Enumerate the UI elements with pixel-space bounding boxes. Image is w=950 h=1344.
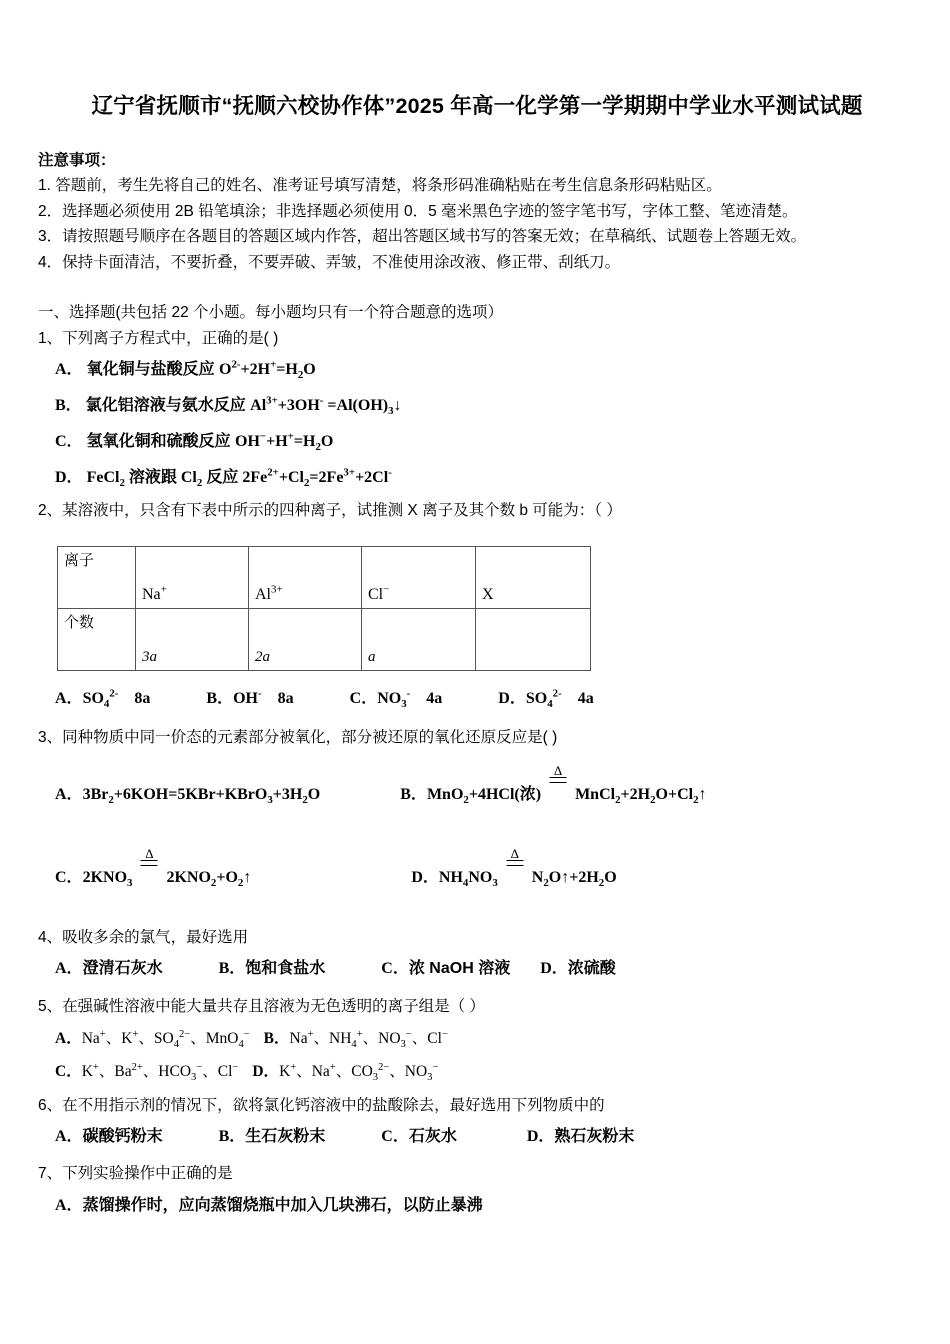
- option-label: A．: [55, 1197, 83, 1214]
- question-1-option-d[interactable]: [55, 465, 950, 491]
- option-formula-left: $2KNO_3$: [82, 869, 133, 890]
- option-formula: $SO_4^{2-}$ 4a: [525, 687, 594, 711]
- delta-symbol: Δ: [553, 763, 563, 778]
- table-row: [58, 547, 591, 609]
- table-cell-count: 2a: [249, 609, 362, 671]
- table-row: [58, 609, 591, 671]
- option-label: B．: [55, 397, 82, 414]
- question-5-option-d[interactable]: [252, 1061, 439, 1084]
- table-cell-ion: $Al^{3+}$: [249, 547, 362, 609]
- question-3-option-a[interactable]: [55, 786, 321, 807]
- option-text: 碳酸钙粉末: [82, 1128, 163, 1145]
- question-5-option-c[interactable]: [55, 1061, 239, 1084]
- question-7-stem: 7、下列实验操作中正确的是: [38, 1165, 233, 1182]
- option-text-cn: 氧化铜与盐酸反应: [86, 361, 220, 378]
- question-3-option-b[interactable]: [400, 763, 707, 807]
- reaction-double-bar: [506, 860, 523, 866]
- option-label: D．: [498, 690, 526, 707]
- question-2-option-d[interactable]: [498, 687, 594, 711]
- table-row-header-ion: 离子: [58, 547, 136, 609]
- section-heading: 一、选择题(共包括 22 个小题。每小题均只有一个符合题意的选项）: [38, 304, 504, 321]
- option-text-cn: 氢氧化铜和硫酸反应: [86, 433, 236, 450]
- question-3-options-row1: [55, 763, 950, 808]
- notice-item: 2．选择题必须使用 2B 铅笔填涂；非选择题必须使用 0．5 毫米黑色字迹的签字笔书写，字体工整、笔迹清楚。: [38, 202, 798, 220]
- question-4-option-c[interactable]: [381, 960, 510, 977]
- question-6-option-a[interactable]: [55, 1128, 163, 1145]
- question-2-options: [55, 686, 950, 712]
- delta-symbol: Δ: [145, 846, 154, 861]
- question-6-stem: 6、在不用指示剂的情况下，欲将氯化钙溶液中的盐酸除去，最好选用下列物质中的: [38, 1097, 605, 1114]
- option-text: 生石灰粉末: [245, 1128, 326, 1145]
- question-5-stem-wrap: [38, 994, 933, 1020]
- option-label: A．: [55, 361, 83, 378]
- table-cell-count: 3a: [136, 609, 249, 671]
- question-4-stem-wrap: [38, 925, 933, 951]
- reaction-double-bar: [550, 777, 567, 783]
- question-6-option-b[interactable]: [219, 1128, 326, 1145]
- question-4-stem: 4、吸收多余的氯气，最好选用: [38, 929, 249, 946]
- option-formula: OH- 8a: [233, 687, 294, 707]
- option-label: C．: [349, 690, 378, 707]
- reaction-condition-heat-icon: [541, 763, 575, 799]
- notice-item: 4．保持卡面清洁，不要折叠，不要弄破、弄皱，不准使用涂改液、修正带、刮纸刀。: [38, 253, 621, 271]
- table-cell-ion: Na+: [136, 547, 249, 609]
- option-text: 浓 NaOH 溶液: [408, 960, 511, 977]
- ion-table: [57, 546, 591, 671]
- option-formula: $3Br_2+6KOH=5KBr+KBrO_3+3H_2O$: [82, 786, 321, 807]
- question-7-option-a[interactable]: [55, 1193, 950, 1219]
- option-formula: FeCl$_2$ 溶液跟 $Cl_2$ 反应 $2Fe^{2+}+Cl_2=2Fe^{3+}+2Cl^-$: [86, 466, 392, 490]
- option-text: 浓硫酸: [567, 960, 616, 977]
- option-formula: $Al^{3+}+3OH^-$ $=Al(OH)_3↓$: [250, 394, 402, 418]
- option-text: 蒸馏操作时，应向蒸馏烧瓶中加入几块沸石，以防止暴沸: [82, 1197, 483, 1214]
- question-6-stem-wrap: [38, 1093, 933, 1119]
- option-formula: K+、$Ba^{2+}$、$HCO_3^-$、Cl−: [81, 1061, 239, 1084]
- question-4-options: [55, 956, 950, 982]
- option-label: D．: [526, 1128, 555, 1145]
- reaction-double-bar: [141, 860, 158, 866]
- option-text: 饱和食盐水: [245, 960, 326, 977]
- option-formula-right: $N_2O↑+2H_2O$: [531, 869, 617, 890]
- question-1-option-c[interactable]: [55, 429, 950, 455]
- notice-heading: 注意事项：: [38, 152, 116, 169]
- option-formula: Na+、$NH_4^+$、$NO_3^-$、Cl−: [289, 1028, 448, 1051]
- reaction-condition-heat-icon: [132, 846, 166, 882]
- question-5-option-a[interactable]: [55, 1028, 250, 1051]
- option-text-cn: 氯化铝溶液与氨水反应: [85, 397, 251, 414]
- question-3-stem-wrap: [38, 725, 933, 751]
- question-4-option-b[interactable]: [219, 960, 326, 977]
- option-label: C．: [381, 1128, 409, 1145]
- question-2-stem-wrap: [38, 498, 933, 524]
- option-formula: $SO_4^{2-}$ 8a: [82, 687, 151, 711]
- question-5-stem: 5、在强碱性溶液中能大量共存且溶液为无色透明的离子组是（ ）: [38, 998, 485, 1015]
- option-formula-left: $NH_4NO_3$: [438, 869, 498, 890]
- option-label: A．: [55, 960, 83, 977]
- option-label: A．: [55, 690, 83, 707]
- table-row-header-count: 个数: [58, 609, 136, 671]
- question-2-stem: 2、某溶液中，只含有下表中所示的四种离子，试推测 X 离子及其个数 b 可能为：（ ）: [38, 502, 622, 519]
- option-formula-right: $MnCl_2+2H_2O+Cl_2↑$: [575, 786, 707, 807]
- question-6-options: [55, 1124, 950, 1150]
- question-1-stem-wrap: [38, 326, 933, 352]
- question-5-option-b[interactable]: [263, 1028, 448, 1051]
- option-label: B．: [400, 786, 427, 803]
- question-4-option-a[interactable]: [55, 960, 163, 977]
- option-formula-right: $2KNO_2+O_2↑$: [166, 869, 252, 890]
- option-formula: $O^{2-}+2H^+=H_2O$: [219, 358, 316, 382]
- option-text: 熟石灰粉末: [554, 1128, 635, 1145]
- option-label: D．: [540, 960, 568, 977]
- option-text: 澄清石灰水: [82, 960, 163, 977]
- question-6-option-c[interactable]: [381, 1128, 457, 1145]
- delta-symbol: Δ: [510, 846, 519, 861]
- table-cell-count: a: [362, 609, 476, 671]
- option-label: B．: [218, 960, 246, 977]
- table-cell-ion: Cl−: [362, 547, 476, 609]
- question-5-options-row1: [55, 1026, 950, 1052]
- question-1-option-b[interactable]: [55, 393, 950, 419]
- option-label: B．: [206, 690, 234, 707]
- option-label: C．: [55, 869, 83, 886]
- table-cell-count: [476, 609, 591, 671]
- option-label: A．: [55, 786, 83, 803]
- notice-item: 3．请按照题号顺序在各题目的答题区域内作答，超出答题区域书写的答案无效；在草稿纸、试题卷上答题无效。: [38, 228, 807, 245]
- option-label: A．: [55, 1030, 82, 1047]
- option-label: B．: [263, 1030, 290, 1047]
- option-formula-left: MnO$_2$+4HCl(浓): [426, 786, 542, 807]
- option-label: A．: [55, 1128, 83, 1145]
- option-label: C．: [381, 960, 409, 977]
- question-2-option-b[interactable]: [206, 687, 294, 707]
- option-formula: K+、Na+、$CO_3^{2-}$、$NO_3^-$: [279, 1061, 439, 1084]
- question-2-option-c[interactable]: [349, 687, 443, 711]
- question-2-option-a[interactable]: [55, 687, 151, 711]
- question-3-option-c[interactable]: [55, 846, 252, 890]
- option-label: D．: [411, 869, 439, 886]
- question-6-option-d[interactable]: [527, 1128, 635, 1145]
- page-title: 辽宁省抚顺市“抚顺六校协作体”2025 年高一化学第一学期期中学业水平测试试题: [91, 94, 863, 118]
- option-formula: $OH^-+H^+=H_2O$: [235, 430, 334, 454]
- question-3-stem: 3、同种物质中同一价态的元素部分被氧化，部分被还原的氧化还原反应是( ): [38, 729, 558, 746]
- option-text: 石灰水: [408, 1128, 457, 1145]
- option-label: D．: [55, 469, 83, 486]
- question-3-option-d[interactable]: [411, 846, 617, 890]
- question-1-option-a[interactable]: [55, 357, 950, 383]
- reaction-condition-heat-icon: [498, 846, 532, 882]
- question-5-options-row2: [55, 1059, 950, 1085]
- option-label: D．: [252, 1063, 280, 1080]
- option-formula: Na+、K+、$SO_4^{2-}$、MnO$_4$−: [81, 1028, 250, 1051]
- option-label: C．: [55, 1063, 82, 1080]
- question-1-stem: 1、下列离子方程式中，正确的是( ): [38, 330, 279, 347]
- question-4-option-d[interactable]: [540, 960, 616, 977]
- option-formula: $NO_3^-$ 4a: [377, 687, 443, 711]
- notice-item: 1. 答题前，考生先将自己的姓名、准考证号填写清楚，将条形码准确粘贴在考生信息条形码粘贴区。: [38, 177, 722, 194]
- question-7-stem-wrap: [38, 1161, 933, 1187]
- option-label: C．: [55, 433, 83, 450]
- option-label: B．: [218, 1128, 246, 1145]
- question-3-options-row2: [55, 846, 950, 891]
- section-heading-wrap: [38, 300, 933, 326]
- notice-block: [38, 148, 928, 275]
- table-cell-ion: X: [476, 547, 591, 609]
